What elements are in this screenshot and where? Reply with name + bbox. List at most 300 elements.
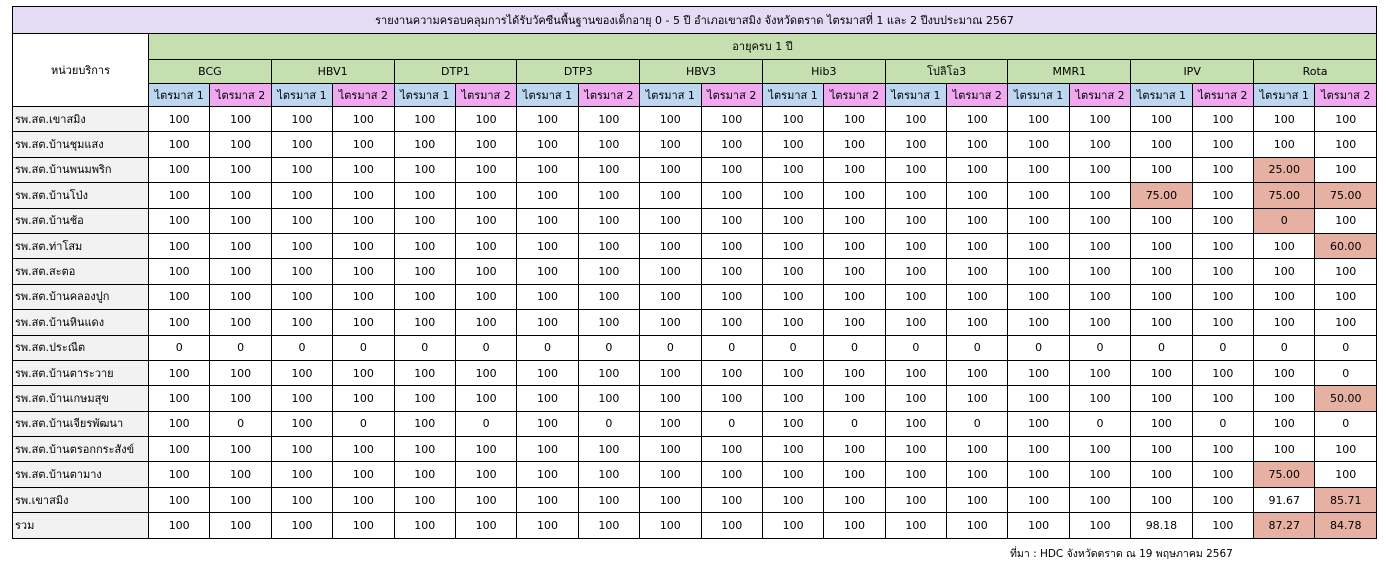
coverage-cell: 0 bbox=[640, 335, 701, 360]
quarter-1-header: ไตรมาส 1 bbox=[1131, 84, 1192, 107]
coverage-cell: 100 bbox=[640, 513, 701, 538]
coverage-cell: 100 bbox=[824, 259, 885, 284]
coverage-cell: 100 bbox=[824, 386, 885, 411]
coverage-cell: 100 bbox=[640, 411, 701, 436]
coverage-cell: 100 bbox=[640, 259, 701, 284]
coverage-cell: 100 bbox=[1131, 157, 1192, 182]
coverage-cell: 100 bbox=[1315, 208, 1377, 233]
coverage-cell: 100 bbox=[1192, 183, 1253, 208]
coverage-cell: 100 bbox=[824, 132, 885, 157]
coverage-cell: 100 bbox=[333, 310, 394, 335]
coverage-cell: 100 bbox=[885, 411, 946, 436]
coverage-cell: 100 bbox=[1069, 462, 1130, 487]
coverage-cell: 100 bbox=[947, 157, 1008, 182]
coverage-cell: 0 bbox=[210, 411, 271, 436]
coverage-cell: 100 bbox=[333, 233, 394, 258]
coverage-cell: 100 bbox=[210, 513, 271, 538]
coverage-cell: 100 bbox=[947, 386, 1008, 411]
coverage-cell: 100 bbox=[210, 208, 271, 233]
coverage-cell: 100 bbox=[1008, 411, 1069, 436]
coverage-cell: 0 bbox=[762, 335, 823, 360]
coverage-cell: 100 bbox=[1315, 310, 1377, 335]
vaccine-header-row bbox=[13, 60, 1377, 84]
coverage-cell: 100 bbox=[271, 132, 332, 157]
coverage-cell: 100 bbox=[455, 157, 516, 182]
coverage-cell: 0 bbox=[1315, 360, 1377, 385]
coverage-cell: 100 bbox=[455, 183, 516, 208]
coverage-cell: 100 bbox=[578, 183, 639, 208]
coverage-cell: 100 bbox=[947, 132, 1008, 157]
coverage-cell: 100 bbox=[149, 157, 210, 182]
table-row bbox=[13, 107, 1377, 132]
coverage-cell: 25.00 bbox=[1254, 157, 1315, 182]
coverage-cell: 100 bbox=[517, 183, 578, 208]
coverage-cell: 100 bbox=[1254, 107, 1315, 132]
coverage-cell: 100 bbox=[1069, 233, 1130, 258]
coverage-cell: 100 bbox=[701, 360, 762, 385]
coverage-cell: 100 bbox=[210, 462, 271, 487]
coverage-cell: 100 bbox=[333, 157, 394, 182]
quarter-1-header: ไตรมาส 1 bbox=[885, 84, 946, 107]
coverage-cell: 100 bbox=[149, 386, 210, 411]
table-row bbox=[13, 487, 1377, 512]
unit-name-cell: รพ.สต.บ้านคลองปูก bbox=[13, 284, 149, 309]
coverage-cell: 0 bbox=[824, 335, 885, 360]
coverage-cell: 100 bbox=[824, 183, 885, 208]
coverage-cell: 100 bbox=[1254, 132, 1315, 157]
coverage-cell: 100 bbox=[1254, 386, 1315, 411]
vaccine-header: Hib3 bbox=[762, 60, 885, 84]
table-body bbox=[13, 107, 1377, 539]
unit-name-cell: รวม bbox=[13, 513, 149, 538]
coverage-cell: 100 bbox=[517, 513, 578, 538]
coverage-cell: 100 bbox=[1008, 132, 1069, 157]
coverage-cell: 100 bbox=[578, 233, 639, 258]
vaccine-header: MMR1 bbox=[1008, 60, 1131, 84]
coverage-cell: 100 bbox=[271, 513, 332, 538]
coverage-cell: 100 bbox=[1008, 462, 1069, 487]
coverage-cell: 100 bbox=[149, 107, 210, 132]
coverage-cell: 100 bbox=[149, 284, 210, 309]
coverage-cell: 100 bbox=[455, 386, 516, 411]
coverage-cell: 100 bbox=[1192, 310, 1253, 335]
coverage-cell: 100 bbox=[640, 360, 701, 385]
coverage-cell: 100 bbox=[640, 208, 701, 233]
quarter-1-header: ไตรมาส 1 bbox=[149, 84, 210, 107]
coverage-cell: 100 bbox=[394, 132, 455, 157]
coverage-cell: 100 bbox=[1069, 513, 1130, 538]
coverage-cell: 100 bbox=[1254, 259, 1315, 284]
coverage-cell: 100 bbox=[885, 107, 946, 132]
quarter-1-header: ไตรมาส 1 bbox=[271, 84, 332, 107]
coverage-cell: 100 bbox=[455, 233, 516, 258]
coverage-cell: 75.00 bbox=[1254, 183, 1315, 208]
coverage-cell: 0 bbox=[1131, 335, 1192, 360]
coverage-cell: 100 bbox=[1131, 437, 1192, 462]
coverage-cell: 100 bbox=[1192, 208, 1253, 233]
coverage-cell: 100 bbox=[455, 487, 516, 512]
quarter-2-header: ไตรมาส 2 bbox=[210, 84, 271, 107]
coverage-cell: 0 bbox=[394, 335, 455, 360]
coverage-cell: 100 bbox=[333, 284, 394, 309]
total-row bbox=[13, 513, 1377, 538]
coverage-cell: 100 bbox=[762, 437, 823, 462]
quarter-2-header: ไตรมาส 2 bbox=[455, 84, 516, 107]
table-row bbox=[13, 310, 1377, 335]
coverage-cell: 100 bbox=[1008, 208, 1069, 233]
coverage-cell: 0 bbox=[1069, 335, 1130, 360]
coverage-cell: 100 bbox=[210, 360, 271, 385]
vaccine-header: Rota bbox=[1254, 60, 1377, 84]
coverage-cell: 100 bbox=[1131, 259, 1192, 284]
coverage-cell: 100 bbox=[455, 208, 516, 233]
coverage-cell: 100 bbox=[885, 208, 946, 233]
coverage-cell: 100 bbox=[394, 107, 455, 132]
table-row bbox=[13, 360, 1377, 385]
coverage-cell: 100 bbox=[1315, 284, 1377, 309]
coverage-cell: 100 bbox=[578, 360, 639, 385]
coverage-cell: 0 bbox=[947, 411, 1008, 436]
table-row bbox=[13, 183, 1377, 208]
unit-name-cell: รพ.สต.บ้านหินแดง bbox=[13, 310, 149, 335]
coverage-cell: 100 bbox=[271, 462, 332, 487]
quarter-2-header: ไตรมาส 2 bbox=[1192, 84, 1253, 107]
vaccine-header: HBV1 bbox=[271, 60, 394, 84]
unit-name-cell: รพ.สต.บ้านโป่ง bbox=[13, 183, 149, 208]
coverage-cell: 100 bbox=[149, 208, 210, 233]
coverage-cell: 100 bbox=[762, 208, 823, 233]
table-row bbox=[13, 386, 1377, 411]
coverage-cell: 100 bbox=[1008, 487, 1069, 512]
unit-name-cell: รพ.สต.บ้านตามาง bbox=[13, 462, 149, 487]
coverage-cell: 100 bbox=[394, 208, 455, 233]
coverage-cell: 100 bbox=[578, 437, 639, 462]
coverage-cell: 0 bbox=[333, 335, 394, 360]
coverage-cell: 100 bbox=[210, 437, 271, 462]
coverage-cell: 100 bbox=[517, 107, 578, 132]
coverage-cell: 100 bbox=[1008, 183, 1069, 208]
coverage-cell: 100 bbox=[701, 513, 762, 538]
coverage-cell: 100 bbox=[885, 157, 946, 182]
coverage-cell: 100 bbox=[1192, 462, 1253, 487]
coverage-cell: 100 bbox=[517, 487, 578, 512]
coverage-cell: 100 bbox=[271, 487, 332, 512]
quarter-2-header: ไตรมาส 2 bbox=[824, 84, 885, 107]
coverage-cell: 100 bbox=[517, 259, 578, 284]
coverage-cell: 100 bbox=[640, 107, 701, 132]
age-group-header: อายุครบ 1 ปี bbox=[149, 34, 1377, 60]
coverage-cell: 100 bbox=[394, 437, 455, 462]
coverage-cell: 100 bbox=[885, 259, 946, 284]
coverage-cell: 100 bbox=[271, 310, 332, 335]
coverage-cell: 100 bbox=[394, 233, 455, 258]
coverage-cell: 100 bbox=[1131, 462, 1192, 487]
coverage-cell: 100 bbox=[885, 233, 946, 258]
coverage-cell: 0 bbox=[947, 335, 1008, 360]
coverage-cell: 100 bbox=[1192, 107, 1253, 132]
quarter-header-row bbox=[13, 84, 1377, 107]
unit-name-cell: รพ.สต.ท่าโสม bbox=[13, 233, 149, 258]
unit-name-cell: รพ.สต.บ้านตาระวาย bbox=[13, 360, 149, 385]
coverage-cell: 100 bbox=[1131, 386, 1192, 411]
coverage-cell: 100 bbox=[885, 360, 946, 385]
coverage-cell: 100 bbox=[455, 107, 516, 132]
unit-name-cell: รพ.สต.บ้านชุมแสง bbox=[13, 132, 149, 157]
coverage-cell: 100 bbox=[640, 462, 701, 487]
coverage-cell: 100 bbox=[517, 437, 578, 462]
coverage-cell: 0 bbox=[824, 411, 885, 436]
unit-name-cell: รพ.สต.บ้านเกษมสุข bbox=[13, 386, 149, 411]
coverage-cell: 100 bbox=[578, 284, 639, 309]
coverage-cell: 100 bbox=[149, 259, 210, 284]
coverage-cell: 100 bbox=[1192, 157, 1253, 182]
coverage-cell: 100 bbox=[947, 437, 1008, 462]
coverage-cell: 100 bbox=[149, 310, 210, 335]
coverage-cell: 100 bbox=[1008, 310, 1069, 335]
table-row bbox=[13, 233, 1377, 258]
coverage-cell: 100 bbox=[1069, 208, 1130, 233]
coverage-cell: 100 bbox=[1192, 513, 1253, 538]
coverage-cell: 100 bbox=[149, 183, 210, 208]
coverage-cell: 75.00 bbox=[1131, 183, 1192, 208]
coverage-cell: 100 bbox=[947, 233, 1008, 258]
quarter-2-header: ไตรมาส 2 bbox=[1069, 84, 1130, 107]
quarter-2-header: ไตรมาส 2 bbox=[1315, 84, 1377, 107]
coverage-cell: 100 bbox=[1131, 284, 1192, 309]
coverage-cell: 100 bbox=[947, 513, 1008, 538]
coverage-cell: 91.67 bbox=[1254, 487, 1315, 512]
coverage-cell: 100 bbox=[640, 487, 701, 512]
coverage-cell: 100 bbox=[1254, 233, 1315, 258]
table-row bbox=[13, 335, 1377, 360]
coverage-cell: 100 bbox=[947, 183, 1008, 208]
coverage-cell: 100 bbox=[517, 310, 578, 335]
coverage-cell: 100 bbox=[394, 157, 455, 182]
coverage-cell: 0 bbox=[885, 335, 946, 360]
unit-name-cell: รพ.สต.บ้านเจียรพัฒนา bbox=[13, 411, 149, 436]
coverage-cell: 100 bbox=[271, 386, 332, 411]
table-row bbox=[13, 411, 1377, 436]
coverage-cell: 100 bbox=[1192, 487, 1253, 512]
coverage-cell: 100 bbox=[517, 411, 578, 436]
coverage-cell: 100 bbox=[578, 107, 639, 132]
coverage-cell: 87.27 bbox=[1254, 513, 1315, 538]
quarter-2-header: ไตรมาส 2 bbox=[333, 84, 394, 107]
coverage-cell: 100 bbox=[885, 513, 946, 538]
unit-name-cell: รพ.เขาสมิง bbox=[13, 487, 149, 512]
coverage-cell: 100 bbox=[947, 107, 1008, 132]
coverage-cell: 0 bbox=[1254, 335, 1315, 360]
coverage-cell: 0 bbox=[517, 335, 578, 360]
coverage-cell: 100 bbox=[394, 360, 455, 385]
coverage-cell: 100 bbox=[1192, 284, 1253, 309]
coverage-cell: 0 bbox=[701, 411, 762, 436]
coverage-cell: 0 bbox=[210, 335, 271, 360]
coverage-cell: 100 bbox=[210, 310, 271, 335]
coverage-cell: 100 bbox=[1069, 157, 1130, 182]
coverage-cell: 100 bbox=[762, 310, 823, 335]
coverage-cell: 100 bbox=[701, 259, 762, 284]
coverage-cell: 100 bbox=[517, 360, 578, 385]
coverage-cell: 100 bbox=[1008, 259, 1069, 284]
coverage-cell: 100 bbox=[333, 437, 394, 462]
source-note: ที่มา : HDC จังหวัดตราด ณ 19 พฤษภาคม 2567 bbox=[1010, 548, 1233, 560]
coverage-cell: 100 bbox=[701, 132, 762, 157]
coverage-cell: 100 bbox=[271, 259, 332, 284]
coverage-cell: 100 bbox=[1192, 386, 1253, 411]
coverage-cell: 100 bbox=[333, 487, 394, 512]
coverage-cell: 100 bbox=[1192, 132, 1253, 157]
coverage-cell: 100 bbox=[1008, 107, 1069, 132]
table-row bbox=[13, 284, 1377, 309]
coverage-cell: 100 bbox=[210, 132, 271, 157]
table-row bbox=[13, 208, 1377, 233]
coverage-cell: 100 bbox=[455, 310, 516, 335]
table-row bbox=[13, 157, 1377, 182]
coverage-cell: 98.18 bbox=[1131, 513, 1192, 538]
coverage-cell: 100 bbox=[333, 259, 394, 284]
quarter-2-header: ไตรมาส 2 bbox=[947, 84, 1008, 107]
coverage-cell: 100 bbox=[640, 310, 701, 335]
quarter-1-header: ไตรมาส 1 bbox=[1008, 84, 1069, 107]
coverage-cell: 0 bbox=[333, 411, 394, 436]
coverage-cell: 100 bbox=[824, 107, 885, 132]
coverage-cell: 50.00 bbox=[1315, 386, 1377, 411]
coverage-cell: 100 bbox=[885, 284, 946, 309]
vaccine-header: IPV bbox=[1131, 60, 1254, 84]
coverage-cell: 100 bbox=[578, 462, 639, 487]
coverage-cell: 100 bbox=[455, 360, 516, 385]
coverage-cell: 0 bbox=[1254, 208, 1315, 233]
coverage-cell: 100 bbox=[701, 284, 762, 309]
coverage-cell: 0 bbox=[1008, 335, 1069, 360]
coverage-cell: 100 bbox=[1192, 360, 1253, 385]
coverage-cell: 100 bbox=[578, 386, 639, 411]
coverage-cell: 100 bbox=[149, 437, 210, 462]
coverage-cell: 100 bbox=[394, 411, 455, 436]
coverage-cell: 100 bbox=[517, 233, 578, 258]
coverage-cell: 100 bbox=[210, 284, 271, 309]
vaccine-header: HBV3 bbox=[640, 60, 763, 84]
coverage-cell: 0 bbox=[701, 335, 762, 360]
vaccine-header: โปลิโอ3 bbox=[885, 60, 1008, 84]
coverage-cell: 100 bbox=[1315, 107, 1377, 132]
coverage-cell: 100 bbox=[1069, 437, 1130, 462]
coverage-cell: 100 bbox=[824, 360, 885, 385]
coverage-cell: 100 bbox=[149, 462, 210, 487]
coverage-cell: 100 bbox=[210, 183, 271, 208]
coverage-cell: 100 bbox=[271, 233, 332, 258]
coverage-cell: 100 bbox=[149, 233, 210, 258]
coverage-cell: 100 bbox=[885, 386, 946, 411]
coverage-cell: 100 bbox=[640, 386, 701, 411]
quarter-1-header: ไตรมาส 1 bbox=[640, 84, 701, 107]
coverage-cell: 100 bbox=[1008, 513, 1069, 538]
coverage-cell: 100 bbox=[455, 437, 516, 462]
coverage-cell: 100 bbox=[701, 462, 762, 487]
coverage-cell: 100 bbox=[1069, 310, 1130, 335]
vaccine-coverage-table bbox=[12, 6, 1377, 539]
coverage-cell: 100 bbox=[455, 284, 516, 309]
coverage-cell: 100 bbox=[762, 233, 823, 258]
coverage-cell: 100 bbox=[394, 284, 455, 309]
coverage-cell: 100 bbox=[1254, 310, 1315, 335]
coverage-cell: 100 bbox=[640, 233, 701, 258]
coverage-cell: 100 bbox=[1069, 259, 1130, 284]
coverage-cell: 100 bbox=[578, 259, 639, 284]
quarter-2-header: ไตรมาส 2 bbox=[701, 84, 762, 107]
coverage-cell: 100 bbox=[333, 513, 394, 538]
coverage-cell: 0 bbox=[1315, 411, 1377, 436]
coverage-cell: 100 bbox=[517, 208, 578, 233]
coverage-cell: 100 bbox=[824, 157, 885, 182]
coverage-cell: 100 bbox=[455, 462, 516, 487]
coverage-cell: 100 bbox=[762, 487, 823, 512]
table-row bbox=[13, 259, 1377, 284]
coverage-cell: 100 bbox=[640, 132, 701, 157]
coverage-cell: 100 bbox=[947, 310, 1008, 335]
coverage-cell: 100 bbox=[1254, 437, 1315, 462]
coverage-cell: 100 bbox=[333, 183, 394, 208]
coverage-cell: 100 bbox=[885, 183, 946, 208]
coverage-cell: 60.00 bbox=[1315, 233, 1377, 258]
coverage-cell: 100 bbox=[210, 233, 271, 258]
coverage-cell: 100 bbox=[640, 284, 701, 309]
coverage-cell: 100 bbox=[517, 462, 578, 487]
coverage-cell: 100 bbox=[762, 360, 823, 385]
quarter-1-header: ไตรมาส 1 bbox=[517, 84, 578, 107]
unit-name-cell: รพ.สต.ประณีต bbox=[13, 335, 149, 360]
coverage-cell: 100 bbox=[1192, 437, 1253, 462]
coverage-cell: 100 bbox=[885, 132, 946, 157]
coverage-cell: 100 bbox=[947, 462, 1008, 487]
unit-name-cell: รพ.สต.บ้านพนมพริก bbox=[13, 157, 149, 182]
coverage-cell: 100 bbox=[640, 437, 701, 462]
coverage-cell: 100 bbox=[210, 487, 271, 512]
coverage-cell: 100 bbox=[701, 183, 762, 208]
coverage-cell: 100 bbox=[1069, 183, 1130, 208]
coverage-cell: 100 bbox=[1069, 360, 1130, 385]
coverage-cell: 100 bbox=[1131, 487, 1192, 512]
coverage-cell: 0 bbox=[1069, 411, 1130, 436]
coverage-cell: 100 bbox=[394, 310, 455, 335]
coverage-cell: 100 bbox=[701, 386, 762, 411]
coverage-cell: 100 bbox=[578, 208, 639, 233]
coverage-cell: 100 bbox=[578, 310, 639, 335]
coverage-cell: 100 bbox=[455, 132, 516, 157]
coverage-cell: 100 bbox=[517, 157, 578, 182]
coverage-cell: 100 bbox=[1069, 284, 1130, 309]
coverage-cell: 100 bbox=[517, 284, 578, 309]
coverage-cell: 100 bbox=[762, 107, 823, 132]
coverage-cell: 100 bbox=[149, 360, 210, 385]
coverage-cell: 100 bbox=[1315, 437, 1377, 462]
coverage-cell: 100 bbox=[824, 284, 885, 309]
coverage-cell: 100 bbox=[885, 437, 946, 462]
coverage-cell: 100 bbox=[762, 183, 823, 208]
coverage-cell: 100 bbox=[701, 107, 762, 132]
coverage-cell: 100 bbox=[210, 386, 271, 411]
coverage-cell: 100 bbox=[701, 437, 762, 462]
coverage-cell: 100 bbox=[333, 107, 394, 132]
coverage-cell: 100 bbox=[1131, 132, 1192, 157]
table-row bbox=[13, 462, 1377, 487]
coverage-cell: 100 bbox=[578, 132, 639, 157]
coverage-cell: 100 bbox=[701, 157, 762, 182]
vaccine-header: DTP3 bbox=[517, 60, 640, 84]
coverage-cell: 100 bbox=[517, 386, 578, 411]
coverage-cell: 100 bbox=[1069, 386, 1130, 411]
